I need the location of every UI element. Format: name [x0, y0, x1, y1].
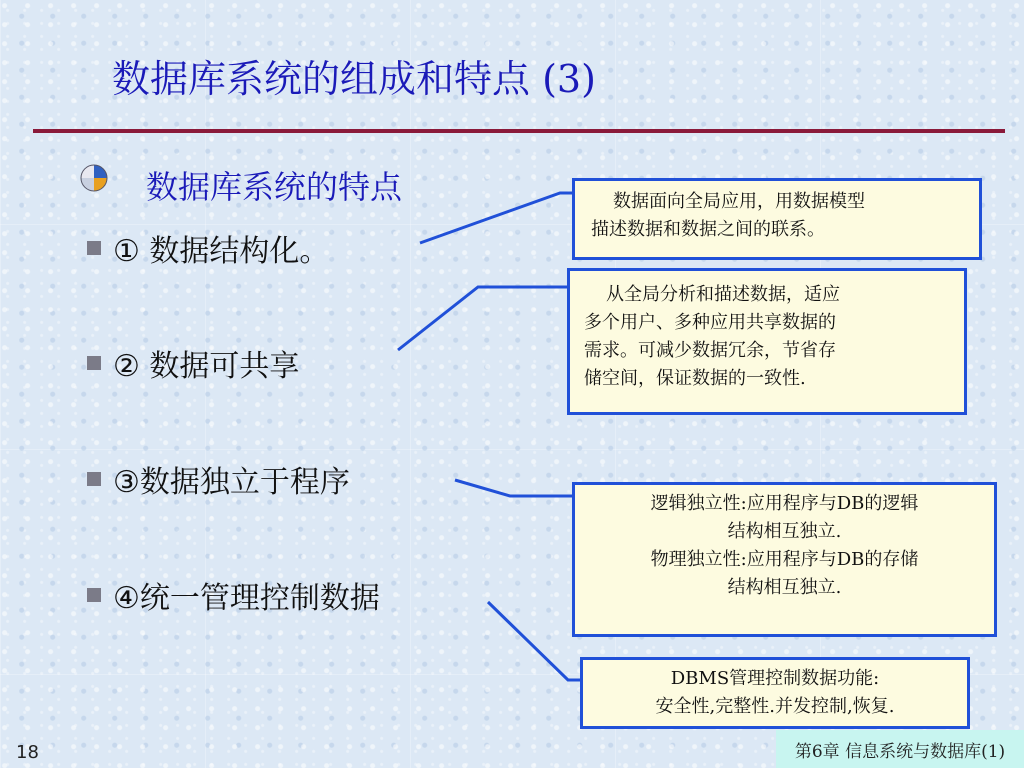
connector-line [488, 602, 580, 680]
chapter-footer: 第6章 信息系统与数据库(1) [776, 730, 1024, 768]
connector-line [455, 480, 572, 496]
callout-line: 结构相互独立. [727, 577, 842, 598]
callout-line: 多个用户、多种应用共享数据的 [584, 312, 836, 333]
feature-label: ④统一管理控制数据 [113, 581, 380, 616]
feature-label: ① 数据结构化。 [113, 234, 330, 269]
connector-line [420, 193, 572, 243]
section-heading: 数据库系统的特点 [146, 168, 403, 206]
callout-line: 结构相互独立. [727, 521, 842, 542]
callout-sharing [567, 268, 967, 415]
callout-line: 从全局分析和描述数据，适应 [606, 284, 840, 305]
page-number: 18 [16, 742, 39, 763]
feature-label: ③数据独立于程序 [113, 465, 350, 500]
callout-line: 需求。可减少数据冗余，节省存 [584, 340, 836, 361]
slide-title: 数据库系统的组成和特点 (3) [112, 57, 596, 101]
connector-line [398, 287, 572, 350]
callout-structured [572, 178, 982, 260]
callout-line: DBMS管理控制数据功能: [670, 668, 880, 689]
callout-line: 安全性,完整性.并发控制,恢复. [655, 696, 895, 717]
callout-line: 逻辑独立性:应用程序与DB的逻辑 [650, 493, 919, 514]
callout-line: 物理独立性:应用程序与DB的存储 [650, 549, 919, 570]
callout-line: 描述数据和数据之间的联系。 [591, 219, 825, 240]
feature-label: ② 数据可共享 [113, 349, 300, 384]
callout-independence [572, 482, 997, 637]
callout-line: 储空间，保证数据的一致性. [584, 368, 806, 389]
callout-line: 数据面向全局应用，用数据模型 [613, 191, 865, 212]
callout-control [580, 657, 970, 729]
